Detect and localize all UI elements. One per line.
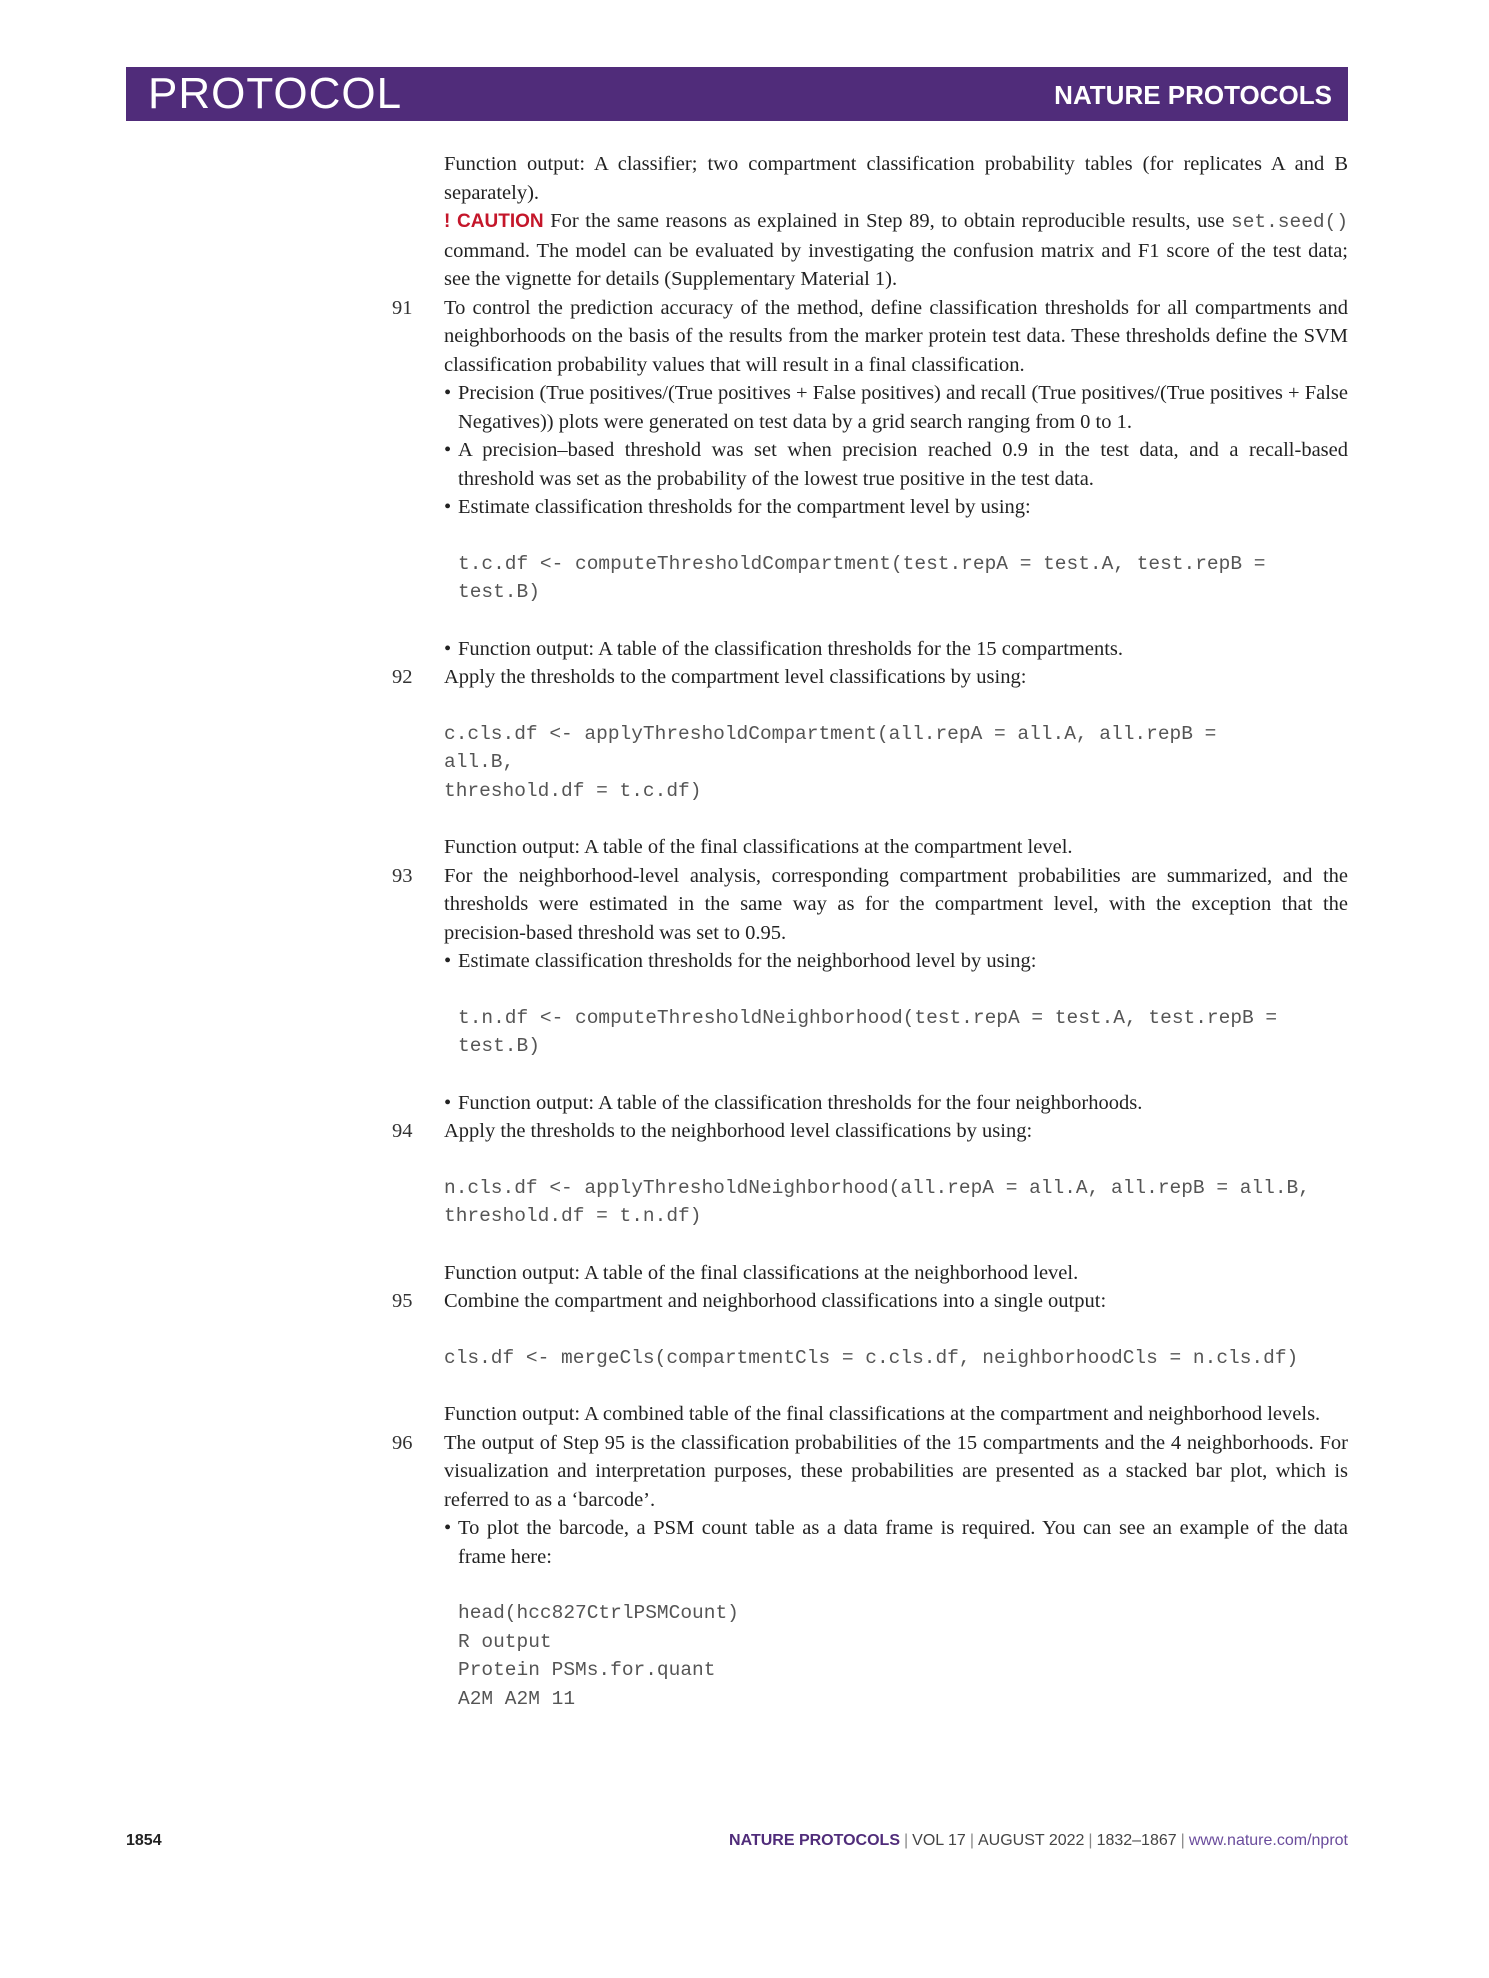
footer-date: AUGUST 2022 xyxy=(977,1832,1085,1849)
step-93 xyxy=(392,862,1348,948)
bullet-item: • Function output: A table of the classification thresholds for the four neighborhoods. xyxy=(444,1091,1143,1114)
code-block: head(hcc827CtrlPSMCount) R output Protein PSMs.for.quant A2M A2M 11 xyxy=(458,1602,739,1710)
bullet-text: To plot the barcode, a PSM count table as a data frame is required. You can see an example of the data frame here: xyxy=(458,1517,1348,1568)
code-block: cls.df <- mergeCls(compartmentCls = c.cls.df, neighborhoodCls = n.cls.df) xyxy=(444,1346,1299,1369)
step-text: To control the prediction accuracy of the method, define classification thresholds for all compartments and neighborhoods on the basis of the results from the marker protein test data. These thresholds define the SVM classification probability values that will result in a final classification. xyxy=(444,296,1348,376)
page-number: 1854 xyxy=(126,1832,162,1849)
step-text: For the neighborhood-level analysis, corresponding compartment probabilities are summarized, and the thresholds were estimated in the same way as for the compartment level, with the exception that the precision-based threshold was set to 0.95. xyxy=(444,864,1348,944)
step-text: Combine the compartment and neighborhood classifications into a single output: xyxy=(444,1290,1107,1312)
running-header xyxy=(126,67,1348,121)
bullet-item: • Precision (True positives/(True positives + False positives) and recall (True positives/(True positives + False Negatives)) plots were generated on test data by a grid search ranging from 0 to 1. xyxy=(444,382,1348,433)
step-number: 93 xyxy=(392,864,413,887)
step-96 xyxy=(392,1429,1348,1515)
footer-journal: NATURE PROTOCOLS xyxy=(729,1832,900,1849)
function-output-text: Function output: A table of the final classifications at the compartment level. xyxy=(444,836,1073,858)
step-number: 94 xyxy=(392,1120,413,1142)
page-body xyxy=(392,150,1348,1713)
citation: NATURE PROTOCOLS | VOL 17 | AUGUST 2022 | 1832–1867 | www.nature.com/nprot xyxy=(729,1832,1348,1849)
caution-text-b: command. The model can be evaluated by investigating the confusion matrix and F1 score of the test data; see the vignette for details (Supplementary Material 1). xyxy=(444,239,1348,290)
step-number: 95 xyxy=(392,1290,413,1312)
bullet-item: • Function output: A table of the classification thresholds for the 15 compartments. xyxy=(444,637,1123,660)
footer-url-link[interactable]: www.nature.com/nprot xyxy=(1188,1832,1348,1849)
bullet-text: Estimate classification thresholds for the compartment level by using: xyxy=(458,496,1031,518)
caution-paragraph xyxy=(444,207,1348,294)
bullet-item: • A precision–based threshold was set when precision reached 0.9 in the test data, and a recall-based threshold was set as the probability of the lowest true positive in the test data. xyxy=(444,439,1348,490)
function-output-text: Function output: A table of the final classifications at the neighborhood level. xyxy=(444,1261,1079,1284)
step-91 xyxy=(392,294,1348,380)
code-block: t.c.df <- computeThresholdCompartment(test.repA = test.A, test.repB = test.B) xyxy=(458,552,1278,603)
step-text: Apply the thresholds to the neighborhood level classifications by using: xyxy=(444,1120,1033,1142)
bullet-item: • Estimate classification thresholds for the neighborhood level by using: xyxy=(444,950,1037,972)
bullet-text: Estimate classification thresholds for the neighborhood level by using: xyxy=(458,950,1037,972)
step-number: 92 xyxy=(392,666,413,688)
code-block: t.n.df <- computeThresholdNeighborhood(test.repA = test.A, test.repB = test.B) xyxy=(458,1006,1289,1057)
article-type-label: PROTOCOL xyxy=(148,69,403,118)
footer-pages: 1832–1867 xyxy=(1096,1832,1177,1849)
code-block: n.cls.df <- applyThresholdNeighborhood(all.repA = all.A, all.repB = all.B, threshold.df = t.n.df) xyxy=(444,1176,1310,1227)
bullet-item: • To plot the barcode, a PSM count table as a data frame is required. You can see an example of the data frame here: xyxy=(444,1517,1348,1568)
page-footer xyxy=(126,1832,1348,1856)
journal-name: NATURE PROTOCOLS xyxy=(1054,80,1332,110)
bullet-text: Function output: A table of the classification thresholds for the four neighborhoods. xyxy=(458,1091,1143,1114)
footer-volume: VOL 17 xyxy=(912,1832,966,1849)
step-95 xyxy=(392,1287,1348,1316)
bullet-text: A precision–based threshold was set when precision reached 0.9 in the test data, and a recall-based threshold was set as the probability of the lowest true positive in the test data. xyxy=(458,439,1348,490)
function-output-text: Function output: A combined table of the final classifications at the compartment and neighborhood levels. xyxy=(444,1403,1321,1425)
step-text: Apply the thresholds to the compartment level classifications by using: xyxy=(444,666,1027,688)
step-text: The output of Step 95 is the classification probabilities of the 15 compartments and the 4 neighborhoods. For visualization and interpretation purposes, these probabilities are presented as a stacked bar plot, which is referred to as a ‘barcode’. xyxy=(444,1431,1348,1511)
bullet-text: Function output: A table of the classification thresholds for the 15 compartments. xyxy=(458,637,1123,660)
step-number: 96 xyxy=(392,1431,413,1454)
step-number: 91 xyxy=(392,296,413,319)
step-94 xyxy=(392,1117,1348,1146)
step-92 xyxy=(392,663,1348,692)
bullet-text: Precision (True positives/(True positives + False positives) and recall (True positives/(True positives + False Negatives)) plots were generated on test data by a grid search ranging from 0 to 1. xyxy=(458,382,1348,433)
function-output-text: Function output: A classifier; two compartment classification probability tables (for replicates A and B separately). xyxy=(444,153,1348,204)
caution-text-a: For the same reasons as explained in Step 89, to obtain reproducible results, use xyxy=(550,210,1225,232)
inline-code: set.seed() xyxy=(1231,211,1349,233)
caution-label: ! CAUTION xyxy=(444,211,544,232)
code-block: c.cls.df <- applyThresholdCompartment(all.repA = all.A, all.repB = all.B, threshold.df = t.c.df) xyxy=(444,722,1217,802)
bullet-item: • Estimate classification thresholds for the compartment level by using: xyxy=(444,496,1031,518)
